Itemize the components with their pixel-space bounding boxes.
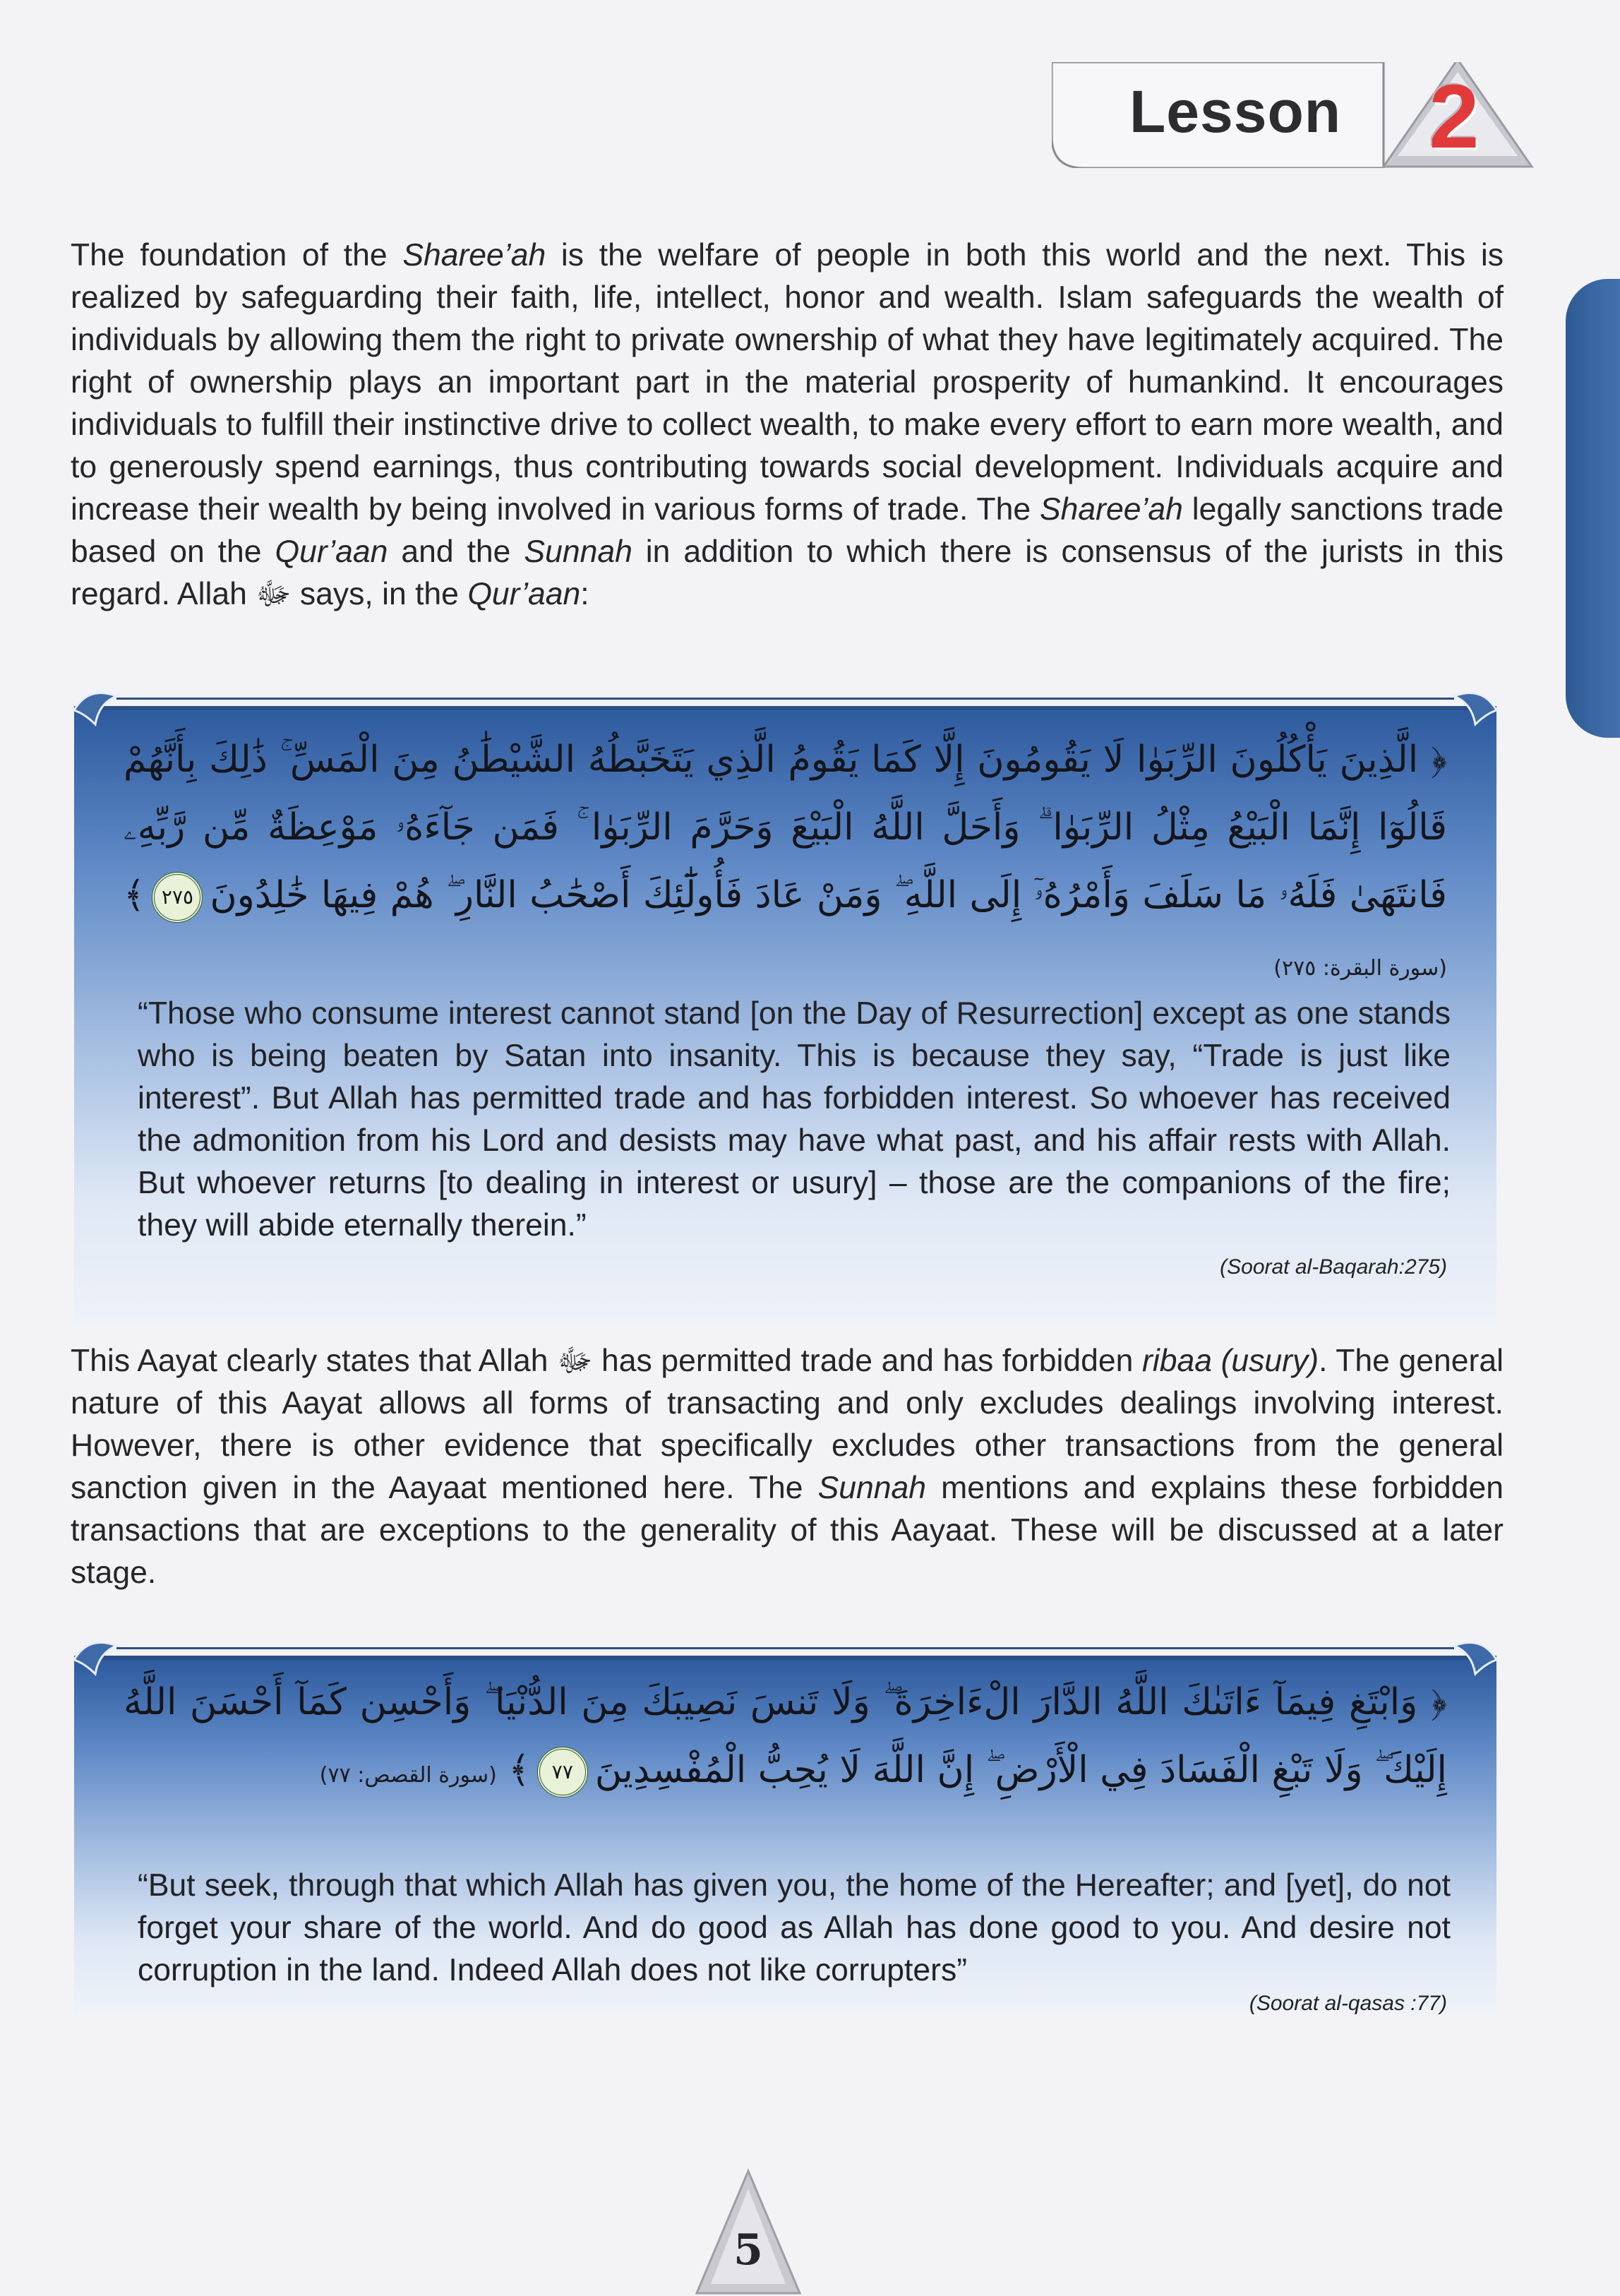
intro-text: and the [388,534,524,569]
ayah-number-icon: ٢٧٥ [152,872,203,923]
explanation-text: mentions and explains these forbidden transactions that are exceptions to the generality of this Aayaat. These will be discussed at a later stage. [71,1471,1504,1590]
lesson-label: Lesson [1129,78,1342,145]
explanation-text: This Aayat clearly states that Allah ﷻ has permitted trade and has forbidden [71,1344,1143,1378]
verse-translation: “But seek, through that which Allah has given you, the home of the Hereafter; and [yet], do not forget your share of the world. And do good as Allah has done good to you. And desire not corruption in the land. Indeed Allah does not like corrupters” [138,1868,1451,1987]
explanation-text: . The general nature of this Aayat allows all forms of transacting and only excludes dealings involving interest. However, there is other evidence that specifically excludes other transactions from the general sanction given in the Aayaat mentioned here. The [71,1344,1504,1505]
intro-term: Qur’aan [467,577,581,611]
arabic-reference: (سورة القصص: ٧٧) [319,1763,497,1788]
explanation-paragraph [71,1340,1504,1594]
arabic-verse-text: ﴿ الَّذِينَ يَأْكُلُونَ الرِّبَوٰا لَا يَقُومُونَ إِلَّا كَمَا يَقُومُ الَّذِي يَتَخَبَّطُهُ الشَّيْطَٰنُ مِنَ الْمَسِّ ۚ ذَٰلِكَ بِأَنَّهُمْ قَالُوٓا إِنَّمَا الْبَيْعُ مِثْلُ الرِّبَوٰا ۗ وَأَحَلَّ اللَّهُ الْبَيْعَ وَحَرَّمَ الرِّبَوٰا ۚ فَمَن جَآءَهُۥ مَوْعِظَةٌ مِّن رَّبِّهِۦ فَانتَهَىٰ فَلَهُۥ مَا سَلَفَ وَأَمْرُهُۥٓ إِلَى اللَّهِ ۖ وَمَنْ عَادَ فَأُولَٰٓئِكَ أَصْحَٰبُ النَّارِ ۖ هُمْ فِيهَا خَٰلِدُونَ [124,739,1447,916]
intro-text: legally sanctions trade based on the [71,492,1504,569]
intro-text: is the welfare of people in both this world and the next. This is realized by safeguarding their faith, life, intellect, honor and wealth. Islam safeguards the wealth of individuals by allowing them the right to private ownership of what they have legitimately acquired. The right of ownership plays an important part in the material prosperity of humankind. It encourages individuals to fulfill their instinctive drive to collect wealth, to make every effort to earn more wealth, and to generously spend earnings, thus contributing towards social development. Individuals acquire and increase their wealth by being involved in various forms of trade. The [71,238,1504,527]
intro-text: in addition to which there is consensus of the jurists in this regard. Allah ﷻ says, in the [71,534,1504,611]
ayah-number-icon: ٧٧ [537,1747,588,1798]
banner-rule [116,698,1454,709]
page-number-badge [695,2168,801,2295]
intro-text: The foundation of the [71,238,403,273]
lesson-header [1052,62,1539,168]
page-number: 5 [733,2225,763,2275]
arabic-verse: ﴿ وَابْتَغِ فِيمَآ ءَاتَىٰكَ اللَّهُ الدَّارَ الْءَاخِرَةَ ۖ وَلَا تَنسَ نَصِيبَكَ مِنَ الدُّنْيَا ۖ وَأَحْسِن كَمَآ أَحْسَنَ اللَّهُ إِلَيْكَ ۖ وَلَا تَبْغِ الْفَسَادَ فِي الْأَرْضِ ۖ إِنَّ اللَّهَ لَا يُحِبُّ الْمُفْسِدِينَ٧٧﴾ (سورة القصص: ٧٧) [124,1668,1447,1810]
side-tab [1566,279,1620,738]
intro-term: Qur’aan [275,534,388,569]
verse-source: (Soorat al-Baqarah:275) [1220,1255,1447,1279]
arabic-verse: ﴿ الَّذِينَ يَأْكُلُونَ الرِّبَوٰا لَا يَقُومُونَ إِلَّا كَمَا يَقُومُ الَّذِي يَتَخَبَّطُهُ الشَّيْطَٰنُ مِنَ الْمَسِّ ۚ ذَٰلِكَ بِأَنَّهُمْ قَالُوٓا إِنَّمَا الْبَيْعُ مِثْلُ الرِّبَوٰا ۗ وَأَحَلَّ اللَّهُ الْبَيْعَ وَحَرَّمَ الرِّبَوٰا ۚ فَمَن جَآءَهُۥ مَوْعِظَةٌ مِّن رَّبِّهِۦ فَانتَهَىٰ فَلَهُۥ مَا سَلَفَ وَأَمْرُهُۥٓ إِلَى اللَّهِ ۖ وَمَنْ عَادَ فَأُولَٰٓئِكَ أَصْحَٰبُ النَّارِ ۖ هُمْ فِيهَا خَٰلِدُونَ٢٧٥﴾ (سورة البقرة: ٢٧٥) [124,739,1447,981]
lesson-number: 2 [1429,66,1480,167]
verse-banner-baqarah [74,706,1496,1325]
ornament-icon [1447,682,1504,739]
verse-banner-qasas [74,1656,1496,2013]
intro-text: : [580,577,589,611]
intro-term: Sunnah [524,534,632,569]
verse-translation: “Those who consume interest cannot stand [on the Day of Resurrection] except as one stands who is being beaten by Satan into insanity. This is because they say, “Trade is just like interest”. But Allah has permitted trade and has forbidden interest. So whoever has received the admonition from his Lord and desists may have what past, and his affair rests with Allah. But whoever returns [to dealing in interest or usury] – those are the companions of the fire; they will abide eternally therein.” [138,996,1451,1243]
banner-rule [116,1647,1454,1658]
explanation-term: ribaa (usury) [1142,1344,1319,1378]
intro-paragraph [71,234,1504,616]
ornament-icon [67,682,124,739]
intro-term: Sharee’ah [1039,492,1183,527]
ornament-icon [1447,1632,1504,1688]
explanation-term: Sunnah [817,1471,927,1505]
arabic-verse-text: ﴿ وَابْتَغِ فِيمَآ ءَاتَىٰكَ اللَّهُ الدَّارَ الْءَاخِرَةَ ۖ وَلَا تَنسَ نَصِيبَكَ مِنَ الدُّنْيَا ۖ وَأَحْسِن كَمَآ أَحْسَنَ اللَّهُ إِلَيْكَ ۖ وَلَا تَبْغِ الْفَسَادَ فِي الْأَرْضِ ۖ إِنَّ اللَّهَ لَا يُحِبُّ الْمُفْسِدِينَ [124,1681,1447,1791]
verse-source: (Soorat al-qasas :77) [1249,1992,1447,2015]
arabic-reference: (سورة البقرة: ٢٧٥) [1273,956,1447,981]
ornament-icon [67,1632,124,1688]
intro-term: Sharee’ah [402,238,546,273]
